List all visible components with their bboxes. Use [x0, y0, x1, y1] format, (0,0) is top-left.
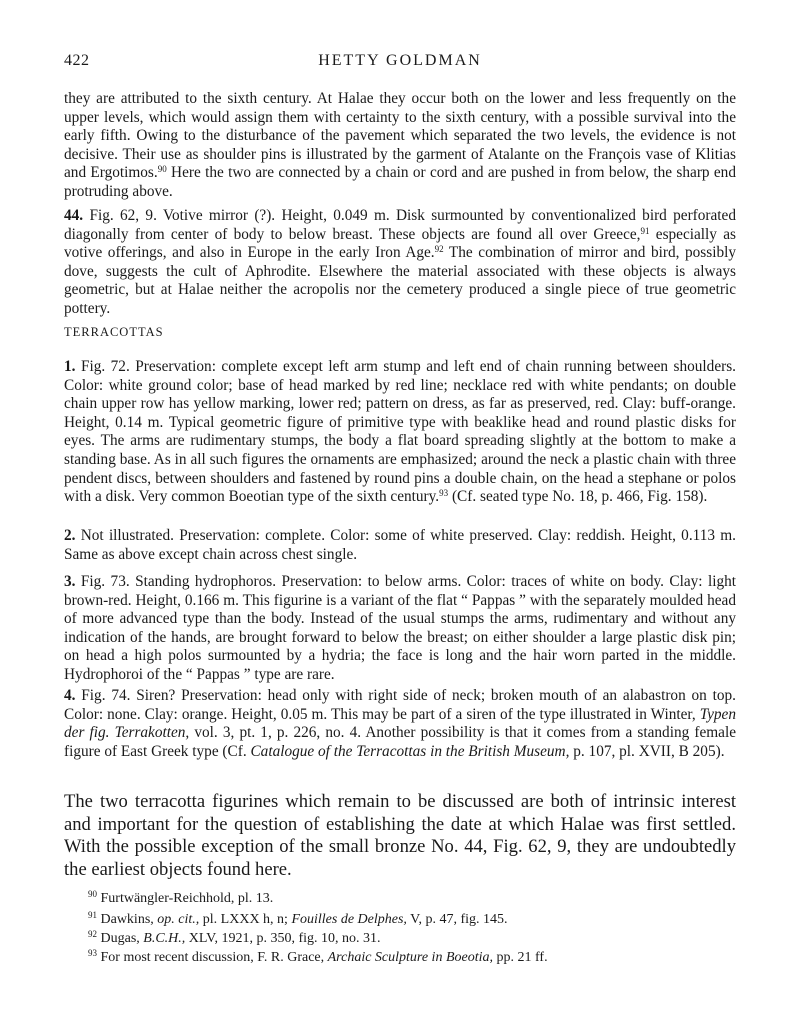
main-text: The two terracotta figurines which remain to be discussed are both of intrinsic interest and important for the question of establishing the date at which Halae was first settled. With the possible exception of the small bronze No. 44, Fig. 62, 9, they are undoubtedly the earliest objects found here.: [64, 791, 736, 880]
paragraph-intro: they are attributed to the sixth century. At Halae they occur both on the lower and less frequently on the upper levels, which would assign them with certainty to the sixth century, with a possible survival into the early fifth. Owing to the disturbance of the pavement which separated the two levels, the evidence is not decisive. Their use as shoulder pins is illustrated by the garment of Atalante on the François vase of Klitias and Ergotimos.$^{90}$ Here the two are connected by a chain or cord and are pushed in from below, the sharp end protruding above.: [64, 90, 736, 200]
entry-terracotta-2: 2. Not illustrated. Preservation: complete. Color: some of white preserved. Clay: reddish. Height, 0.113 m. Same as above except chain across chest single.: [64, 527, 736, 563]
running-title: HETTY GOLDMAN: [318, 52, 482, 69]
footnote-92: $^{92}$ Dugas, B.C.H., XLV, 1921, p. 350, fig. 10, no. 31.: [88, 929, 381, 946]
entry-terracotta-4: 4. Fig. 74. Siren? Preservation: head only with right side of neck; broken mouth of an alabastron on top. Color: none. Clay: orange. Height, 0.05 m. This may be part of a siren of the type illustrated in Winter, Typen der fig. Terrakotten, vol. 3, pt. 1, p. 226, no. 4. Another possibility is that it comes from a standing female figure of East Greek type (Cf. Catalogue of the Terracottas in the British Museum, p. 107, pl. XVII, B 205).: [64, 687, 736, 760]
entry-number: 3.: [64, 573, 76, 590]
entry-number: 44.: [64, 207, 84, 224]
entry-terracotta-1: 1. Fig. 72. Preservation: complete except left arm stump and left end of chain running between shoulders. Color: white ground color; base of head marked by red line; necklace red with white pendants; on double chain upper row has yellow marking, lower red; pattern on dress, as far as preserved, red. Clay: buff-orange. Height, 0.14 m. Typical geometric figure of primitive type with beaklike head and round plastic disks for eyes. The arms are rudimentary stumps, the body a flat board spreading slightly at the bottom to make a standing base. As in all such figures the ornaments are emphasized; around the neck a plastic chain with three pendent discs, between shoulders and fastened by round pins a double chain, on the head a stephane or polos with a disk. Very common Boeotian type of the sixth century.$^{93}$ (Cf. seated type No. 18, p. 466, Fig. 158).: [64, 358, 736, 506]
footnote-90: $^{90}$ Furtwängler-Reichhold, pl. 13.: [88, 889, 274, 906]
footnote-ref: 92: [434, 244, 444, 255]
footnote-93: $^{93}$ For most recent discussion, F. R. Grace, Archaic Sculpture in Boeotia, pp. 21 ff.: [88, 948, 548, 965]
footnote-91: $^{91}$ Dawkins, op. cit., pl. LXXX h, n; Fouilles de Delphes, V, p. 47, fig. 145.: [88, 910, 508, 927]
entry-number: 4.: [64, 687, 76, 704]
entry-terracotta-3: 3. Fig. 73. Standing hydrophoros. Preservation: to below arms. Color: traces of white on body. Clay: light brown-red. Height, 0.166 m. This figurine is a variant of the flat “ Pappas ” with the separately moulded head of more advanced type than the body. Instead of the usual stumps the arms, rudimentary and without any indication of the hands, are brought forward to below the breast; on either shoulder a large plastic disk pin; on head a high polos surmounted by a hydria; the face is long and the hair worn parted in the middle. Hydrophoroi of the “ Pappas ” type are rare.: [64, 573, 736, 683]
footnote-ref: 90: [157, 164, 167, 175]
footnote-ref: 93: [439, 488, 449, 499]
entry-number: 1.: [64, 358, 76, 375]
entry-number: 2.: [64, 527, 76, 544]
entry-44: 44. Fig. 62, 9. Votive mirror (?). Height, 0.049 m. Disk surmounted by conventionalized bird perforated diagonally from center of body to below breast. These objects are found all over Greece,$^{91}$ especially as votive offerings, and also in Europe in the early Iron Age.$^{92}$ The combination of mirror and bird, possibly dove, suggests the cult of Aphrodite. Elsewhere the material associated with these objects is always geometric, but at Halae neither the acropolis nor the cemetery produced a single piece of true geometric pottery.: [64, 207, 736, 317]
section-title: TERRACOTTAS: [64, 325, 164, 339]
page-number: 422: [64, 52, 90, 69]
footnote-ref: 91: [640, 225, 650, 236]
page-header: [64, 52, 736, 76]
